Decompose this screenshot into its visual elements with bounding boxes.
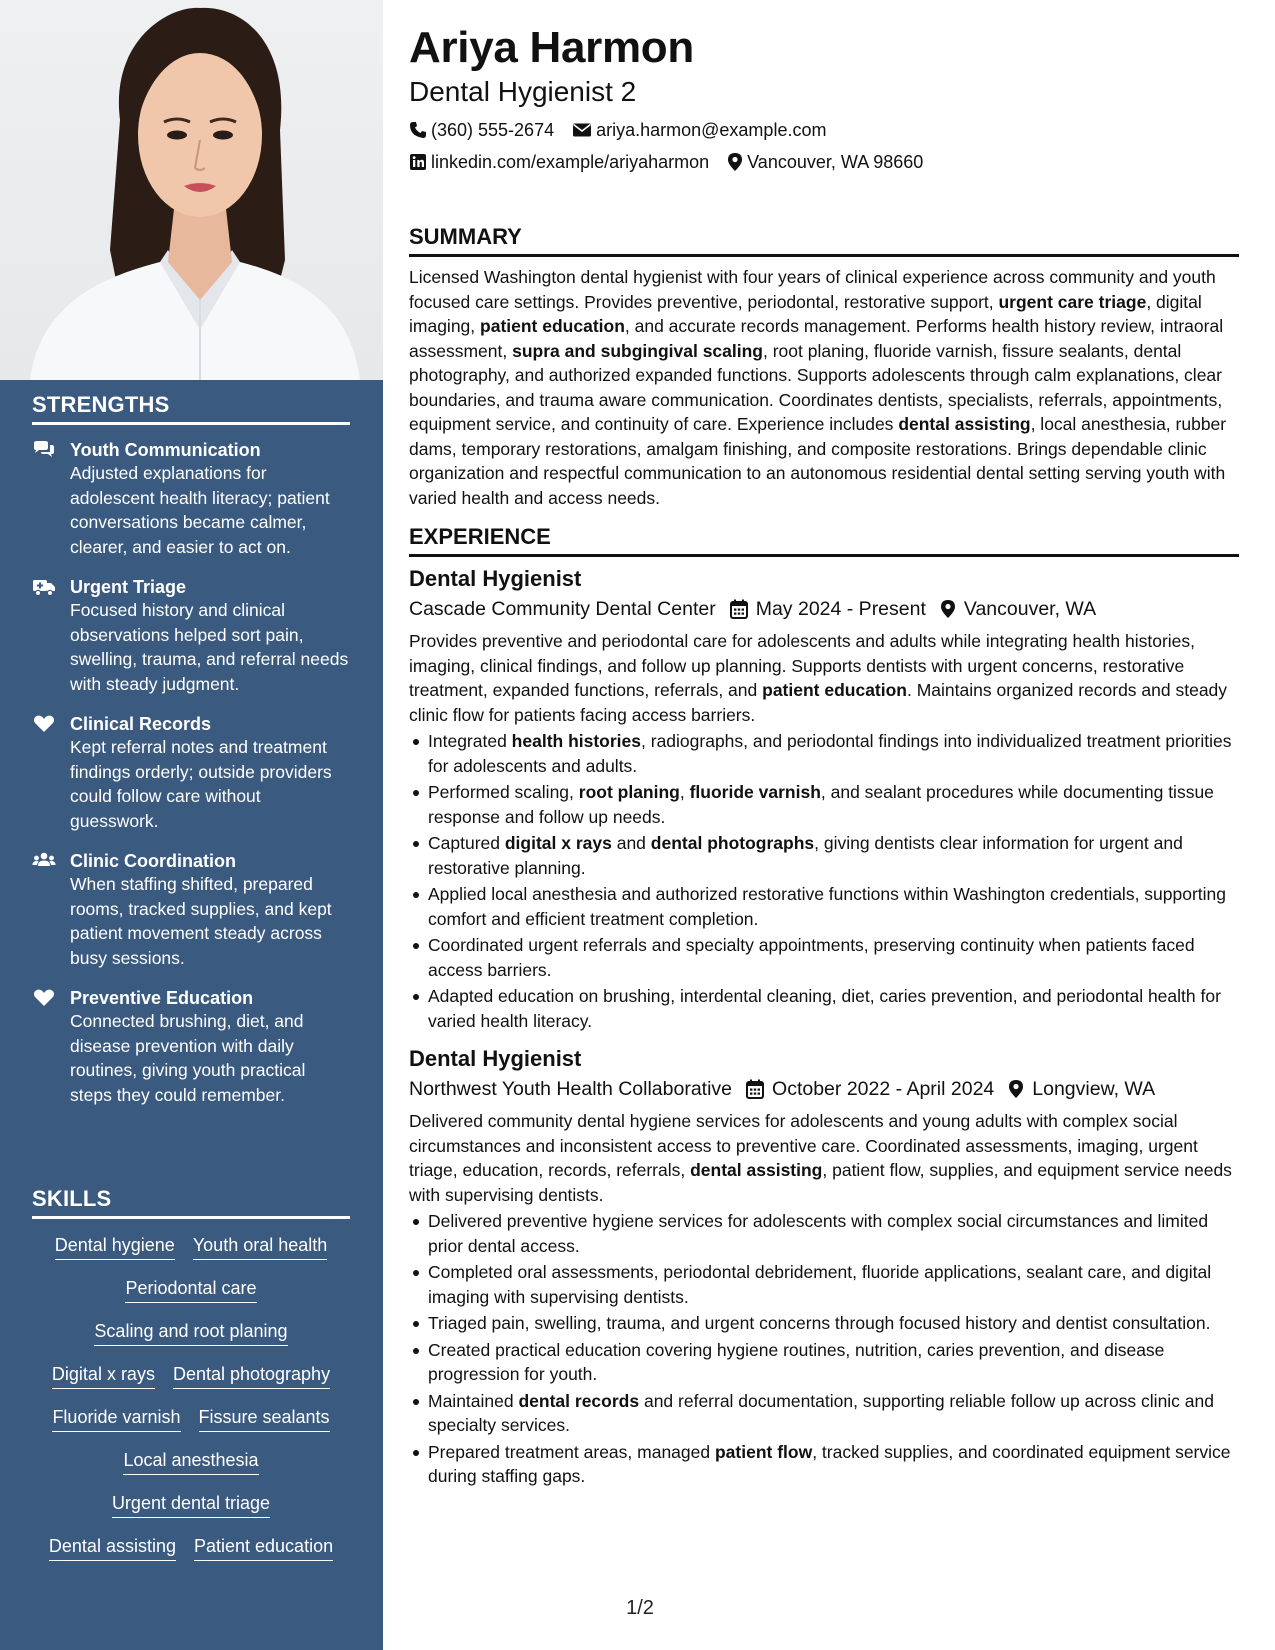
job-meta	[409, 1075, 1239, 1103]
experience-heading: EXPERIENCE	[409, 524, 1239, 557]
bullet-item: Adapted education on brushing, interdental cleaning, diet, caries prevention, and periodontal health for varied health literacy.	[409, 984, 1239, 1033]
phone-text: (360) 555-2674	[431, 120, 555, 140]
skill-tag: Digital x rays	[52, 1362, 155, 1389]
skill-row	[32, 1362, 350, 1389]
bullet-item: Performed scaling, root planing, fluoride varnish, and sealant procedures while documenting tissue response and follow up needs.	[409, 780, 1239, 829]
strength-item	[32, 439, 350, 559]
bold-keyword: dental assisting	[898, 414, 1031, 434]
job-location-text: Vancouver, WA	[963, 598, 1097, 620]
experience-list	[409, 565, 1239, 1489]
skill-tag: Dental photography	[173, 1362, 330, 1389]
skill-tag: Dental hygiene	[55, 1233, 175, 1260]
linkedin-text: linkedin.com/example/ariyaharmon	[431, 152, 710, 172]
contact-row	[409, 118, 1239, 142]
strength-desc: Focused history and clinical observations helped sort pain, swelling, trauma, and referral needs with steady judgment.	[70, 600, 349, 694]
map-pin-icon	[727, 152, 743, 172]
bold-keyword: health histories	[511, 731, 642, 751]
bold-keyword: patient flow	[714, 1441, 813, 1462]
portrait-illustration	[0, 0, 383, 380]
skills-section	[32, 1186, 350, 1577]
calendar-icon	[746, 1079, 764, 1099]
skill-tag: Scaling and root planing	[94, 1319, 287, 1346]
heart-icon	[32, 714, 56, 734]
job-location-text: Longview, WA	[1032, 1078, 1156, 1100]
bullet-item: Maintained dental records and referral documentation, supporting reliable follow up across clinic and specialty services.	[409, 1389, 1239, 1438]
skill-tag: Urgent dental triage	[112, 1491, 270, 1518]
candidate-name: Ariya Harmon	[409, 23, 694, 72]
summary-heading: SUMMARY	[409, 224, 1239, 257]
job-title: Dental Hygienist	[409, 1046, 582, 1071]
strength-desc: Adjusted explanations for adolescent health literacy; patient conversations became calmer, clearer, and easier to act on.	[70, 463, 330, 557]
calendar-icon	[730, 599, 748, 619]
bold-keyword: fluoride varnish	[689, 782, 821, 802]
strength-item	[32, 850, 350, 970]
strengths-section	[32, 392, 350, 1124]
strength-title: Youth Communication	[70, 440, 261, 460]
skill-row	[32, 1405, 350, 1432]
envelope-icon	[572, 122, 592, 138]
skill-tag: Periodontal care	[125, 1276, 256, 1303]
summary-text: Licensed Washington dental hygienist with four years of clinical experience across community and youth focused care settings. Provides preventive, periodontal, restorative support, urgent care triage, digital imaging, patient education, and accurate records management. Performs health history review, intraoral assessment, supra and subgingival scaling, root planing, fluoride varnish, fissure sealants, dental photography, and authorized expanded functions. Supports adolescents through calm explanations, clear boundaries, and trauma aware communication. Coordinates dentists, specialists, referrals, appointments, equipment service, and continuity of care. Experience includes dental assisting, local anesthesia, rubber dams, temporary restorations, amalgam finishing, and composite restorations. Brings dependable clinic organization and respectful communication to an autonomous residential dental setting serving youth with varied health and access needs.	[409, 267, 1227, 508]
job-meta	[409, 595, 1239, 623]
bold-keyword: root planing	[578, 782, 680, 802]
page-number: 1/2	[626, 1597, 654, 1619]
bullet-item: Completed oral assessments, periodontal debridement, fluoride applications, sealant care, and digital imaging with supervising dentists.	[409, 1260, 1239, 1309]
main-content	[409, 22, 1239, 1491]
strength-item	[32, 987, 350, 1107]
bullet-item: Delivered preventive hygiene services for adolescents with complex social circumstances and limited prior dental access.	[409, 1209, 1239, 1258]
map-pin-icon	[940, 599, 956, 619]
job-title-headline: Dental Hygienist 2	[409, 76, 637, 107]
bullet-item: Triaged pain, swelling, trauma, and urgent concerns through focused history and dentist consultation.	[409, 1311, 1239, 1336]
comments-icon	[32, 440, 56, 460]
linkedin-icon	[409, 153, 427, 171]
bold-keyword: digital x rays	[504, 833, 612, 853]
strength-desc: Kept referral notes and treatment findings orderly; outside providers could follow care without guesswork.	[70, 737, 332, 831]
job-entry	[409, 565, 1239, 1033]
skill-tag: Fissure sealants	[199, 1405, 330, 1432]
bold-keyword: patient education	[480, 316, 625, 336]
strength-item	[32, 713, 350, 833]
job-entry	[409, 1045, 1239, 1489]
phone-icon	[409, 121, 427, 139]
bullet-item: Created practical education covering hygiene routines, nutrition, caries prevention, and disease progression for youth.	[409, 1338, 1239, 1387]
bullet-item: Coordinated urgent referrals and specialty appointments, preserving continuity when patients faced access barriers.	[409, 933, 1239, 982]
skill-tag: Dental assisting	[49, 1534, 176, 1561]
strength-title: Clinical Records	[70, 714, 212, 734]
contact-linkedin	[409, 150, 709, 174]
bold-keyword: supra and subgingival scaling	[512, 340, 763, 361]
truck-medical-icon	[32, 577, 56, 597]
contact-row	[409, 150, 1239, 174]
job-dates	[746, 1075, 994, 1103]
bullet-item: Integrated health histories, radiographs, and periodontal findings into individualized treatment priorities for adolescents and adults.	[409, 729, 1239, 778]
job-bullets	[409, 1209, 1239, 1489]
skill-row	[32, 1534, 350, 1561]
bold-keyword: dental records	[518, 1390, 640, 1411]
skills-heading: SKILLS	[32, 1186, 350, 1219]
bold-keyword: urgent care triage	[998, 291, 1147, 312]
skill-row	[32, 1448, 350, 1475]
bold-keyword: dental assisting	[690, 1160, 823, 1180]
users-icon	[32, 851, 56, 871]
bold-keyword: patient education	[762, 680, 907, 700]
bold-keyword: dental photographs	[650, 833, 815, 853]
strength-desc: Connected brushing, diet, and disease prevention with daily routines, giving youth practical steps they could remember.	[70, 1011, 306, 1105]
contact-phone	[409, 118, 554, 142]
job-description: Delivered community dental hygiene services for adolescents and young adults with complex social circumstances and inconsistent access to preventive care. Coordinated assessments, imaging, urgent triage, education, records, referrals, dental assisting, patient flow, supplies, and equipment service needs with supervising dentists.	[409, 1111, 1232, 1205]
job-description: Provides preventive and periodontal care for adolescents and adults while integrating health histories, imaging, clinical findings, and follow up planning. Supports dentists with urgent concerns, restorative treatment, expanded functions, referrals, and patient education. Maintains organized records and steady clinic flow for patients facing access barriers.	[409, 631, 1228, 725]
job-location	[1008, 1075, 1155, 1103]
strength-desc: When staffing shifted, prepared rooms, tracked supplies, and kept patient movement steady across busy sessions.	[70, 874, 332, 968]
skill-tag: Patient education	[194, 1534, 333, 1561]
location-text: Vancouver, WA 98660	[747, 152, 924, 172]
company-name: Northwest Youth Health Collaborative	[409, 1078, 733, 1100]
skill-tag: Local anesthesia	[123, 1448, 258, 1475]
skill-tag: Fluoride varnish	[52, 1405, 180, 1432]
bullet-item: Prepared treatment areas, managed patient flow, tracked supplies, and coordinated equipment service during staffing gaps.	[409, 1440, 1239, 1489]
heart-icon	[32, 988, 56, 1008]
company-name: Cascade Community Dental Center	[409, 598, 716, 620]
strength-item	[32, 576, 350, 696]
job-location	[940, 595, 1096, 623]
map-pin-icon	[1008, 1079, 1024, 1099]
skill-row	[32, 1491, 350, 1518]
sidebar	[0, 0, 383, 1650]
job-dates	[730, 595, 926, 623]
skills-list	[32, 1233, 350, 1561]
strengths-heading: STRENGTHS	[32, 392, 350, 425]
contact-email	[572, 118, 826, 142]
skill-row	[32, 1276, 350, 1303]
job-dates-text: October 2022 - April 2024	[772, 1078, 995, 1100]
job-dates-text: May 2024 - Present	[755, 598, 926, 620]
email-text: ariya.harmon@example.com	[596, 120, 827, 140]
skill-tag: Youth oral health	[193, 1233, 327, 1260]
skill-row	[32, 1233, 350, 1260]
strength-title: Preventive Education	[70, 988, 254, 1008]
job-bullets	[409, 729, 1239, 1033]
bullet-item: Applied local anesthesia and authorized restorative functions within Washington credentials, supporting comfort and efficient treatment completion.	[409, 882, 1239, 931]
profile-photo	[0, 0, 383, 380]
skill-row	[32, 1319, 350, 1346]
contact-location	[727, 150, 923, 174]
job-title: Dental Hygienist	[409, 566, 582, 591]
strength-title: Clinic Coordination	[70, 851, 236, 871]
bullet-item: Captured digital x rays and dental photographs, giving dentists clear information for urgent and restorative planning.	[409, 831, 1239, 880]
strength-title: Urgent Triage	[70, 577, 187, 597]
